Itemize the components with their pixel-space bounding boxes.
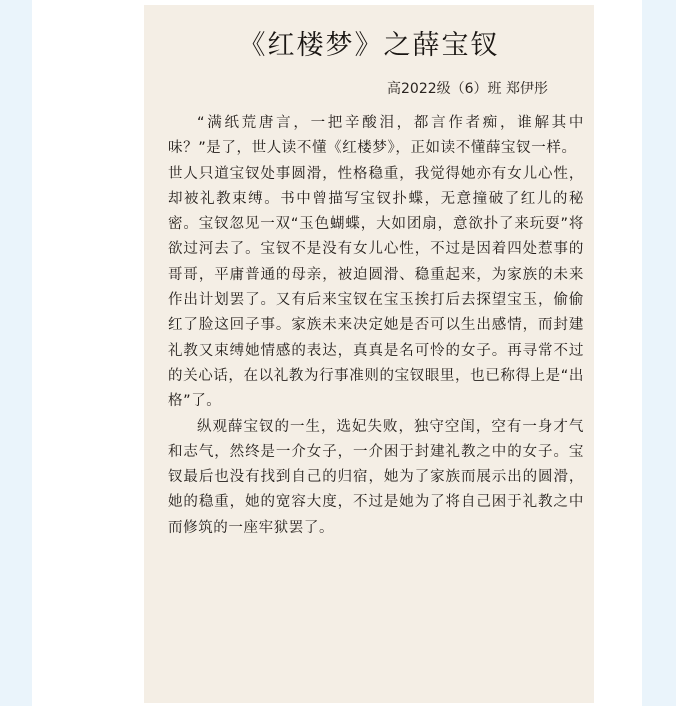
essay-author: 高2022级（6）班 郑伊彤 <box>387 81 548 97</box>
page-frame <box>32 0 642 706</box>
essay-paragraph: 纵观薛宝钗的一生，选妃失败，独守空闺，空有一身才气和志气，然终是一介女子，一介困于封建礼教之中的女子。宝钗最后也没有找到自己的归宿，她为了家族而展示出的圆滑，她的稳重，她的宽容大度，不过是她为了将自己困于礼教之中而修筑的一座牢狱罢了。 <box>168 418 584 536</box>
essay-paper <box>144 5 594 703</box>
essay-paragraph: 世人只道宝钗处事圆滑，性格稳重，我觉得她亦有女儿心性，却被礼教束缚。书中曾描写宝钗扑蝶，无意撞破了红儿的秘密。宝钗忽见一双“玉色蝴蝶，大如团扇，意欲扑了来玩耍”将欲过河去了。宝钗不是没有女儿心性，不过是因着四处惹事的哥哥，平庸普通的母亲，被迫圆滑、稳重起来，为家族的未来作出计划罢了。又有后来宝钗在宝玉挨打后去探望宝玉，偷偷红了脸这回子事。家族未来决定她是否可以生出感情，而封建礼教又束缚她情感的表达，真真是名可怜的女子。再寻常不过的关心话，在以礼教为行事准则的宝钗眼里，也已称得上是“出格”了。 <box>168 165 584 410</box>
essay-paragraph: “满纸荒唐言，一把辛酸泪，都言作者痴，谁解其中味？”是了，世人读不懂《红楼梦》，正如读不懂薛宝钗一样。 <box>168 115 584 157</box>
essay-body <box>168 111 584 541</box>
essay-title: 《红楼梦》之薛宝钗 <box>238 30 500 61</box>
